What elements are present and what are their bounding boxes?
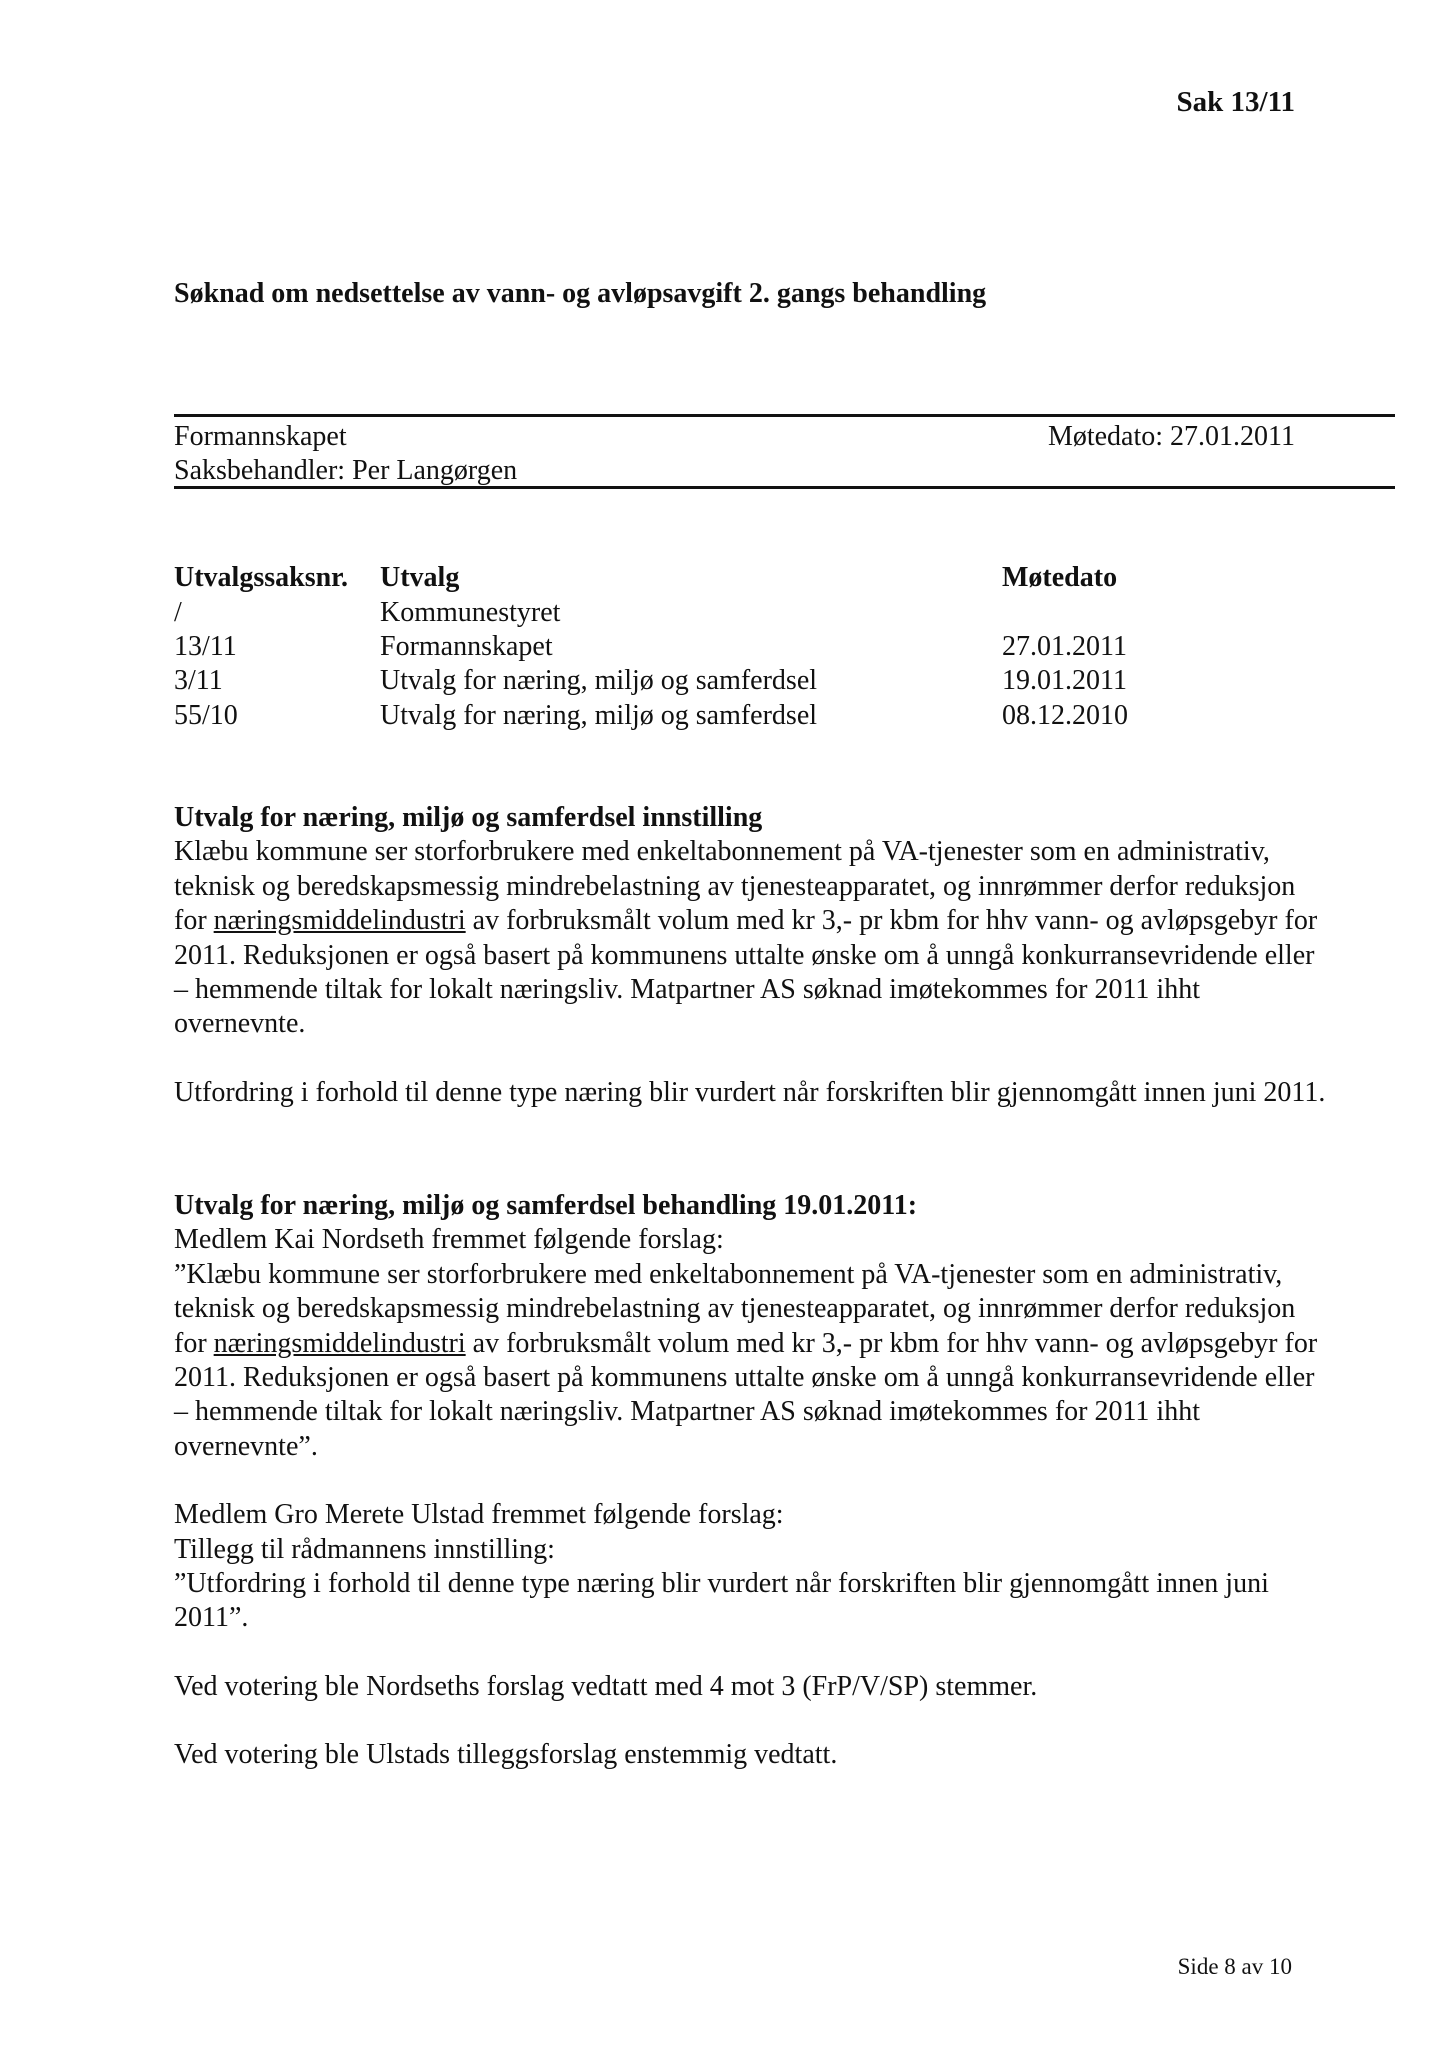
treatment-section [174,1189,1334,1773]
meta-meeting-date: Møtedato: 27.01.2011 [1047,421,1295,452]
table-header-committee: Utvalg [380,562,460,593]
table-cell: 19.01.2011 [1002,665,1127,696]
quote-text: ”Klæbu kommune ser storforbrukere med enkeltabonnement på VA-tjenester som en administrativ, teknisk og beredskapsmessig mindrebelastning av tjenesteapparatet, og innrømmer derfor reduksjon for [174,1258,1296,1359]
vote-result-2: Ved votering ble Ulstads tilleggsforslag enstemmig vedtatt. [174,1739,838,1771]
treatment-heading: Utvalg for næring, miljø og samferdsel behandling 19.01.2011: [174,1190,918,1221]
treatment-intro-2: Medlem Gro Merete Ulstad fremmet følgende forslag: [174,1499,784,1531]
recommendation-text: av forbruksmålt volum med kr 3,- pr kbm for hhv vann- og avløpsgebyr for 2011. Reduksjonen er også basert på kommunens uttalte ønske om å unngå konkurransevridende eller – hemmende tiltak for lokalt næringsliv. Matpartner AS søknad imøtekommes for 2011 ihht overnevnte. [174,905,1318,1040]
table-cell: 13/11 [174,631,237,662]
table-header-case-no: Utvalgssaksnr. [174,562,349,593]
treatment-intro-1: Medlem Kai Nordseth fremmet følgende forslag: [174,1224,724,1256]
case-number: Sak 13/11 [1176,86,1295,118]
treatment-quote-2: ”Utfordring i forhold til denne type næring blir vurdert når forskriften blir gjennomgått innen juni 2011”. [174,1568,1269,1634]
treatment-quote-1 [174,1258,1334,1464]
vote-result-1: Ved votering ble Nordseths forslag vedtatt med 4 mot 3 (FrP/V/SP) stemmer. [174,1670,1038,1702]
meta-case-officer: Saksbehandler: Per Langørgen [174,455,518,486]
table-cell: 27.01.2011 [1002,631,1127,662]
underlined-term: næringsmiddelindustri [213,905,466,937]
recommendation-paragraph [174,835,1334,1041]
table-cell: 3/11 [174,665,223,696]
table-cell: Utvalg for næring, miljø og samferdsel [380,665,818,696]
table-cell: 55/10 [174,700,238,731]
table-header-date: Møtedato [1002,562,1118,593]
table-cell: Formannskapet [380,631,553,662]
recommendation-section [174,801,1334,1110]
table-cell: Utvalg for næring, miljø og samferdsel [380,700,818,731]
quote-text: av forbruksmålt volum med kr 3,- pr kbm for hhv vann- og avløpsgebyr for 2011. Reduksjonen er også basert på kommunens uttalte ønske om å unngå konkurransevridende eller – hemmende tiltak for lokalt næringsliv. Matpartner AS søknad imøtekommes for 2011 ihht overnevnte”. [174,1327,1318,1462]
meta-committee: Formannskapet [174,421,347,452]
recommendation-heading: Utvalg for næring, miljø og samferdsel innstilling [174,802,763,833]
table-cell: 08.12.2010 [1002,700,1128,731]
page-number: Side 8 av 10 [1177,1954,1292,1979]
document-title: Søknad om nedsettelse av vann- og avløpsavgift 2. gangs behandling [174,278,987,309]
top-rule [174,414,1395,417]
recommendation-paragraph-2: Utfordring i forhold til denne type næring blir vurdert når forskriften blir gjennomgått innen juni 2011. [174,1076,1326,1108]
bottom-rule [174,486,1395,489]
underlined-term: næringsmiddelindustri [213,1327,466,1359]
recommendation-text: Klæbu kommune ser storforbrukere med enkeltabonnement på VA-tjenester som en administrativ, teknisk og beredskapsmessig mindrebelastning av tjenesteapparatet, og innrømmer derfor reduksjon for [174,836,1296,937]
table-cell: / [174,597,182,628]
table-cell: Kommunestyret [380,597,561,628]
treatment-intro-2b: Tillegg til rådmannens innstilling: [174,1533,555,1565]
